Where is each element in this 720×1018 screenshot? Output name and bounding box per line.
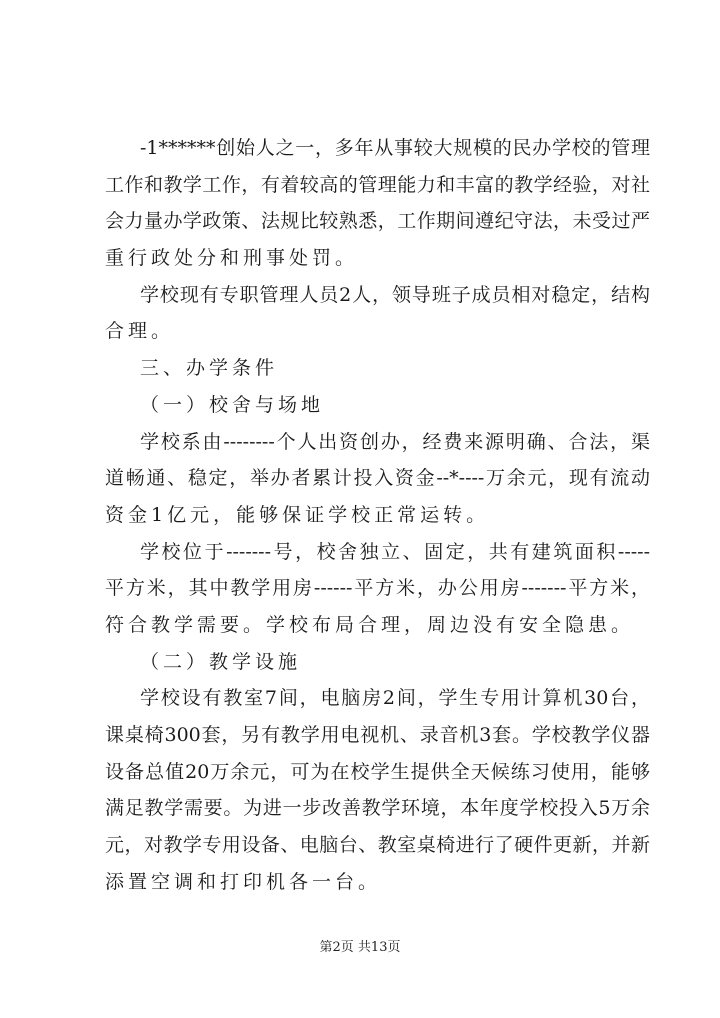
section-heading: 三、办学条件 xyxy=(140,357,279,380)
text-line: 平方米，其中教学用房------平方米，办公用房-------平方米， xyxy=(105,577,650,600)
text-line: 课桌椅300套，另有教学用电视机、录音机3套。学校教学仪器 xyxy=(105,724,650,746)
text-line: 合理。 xyxy=(105,320,175,343)
text-line: 学校设有教室7间，电脑房2间，学生专用计算机30台， xyxy=(140,687,650,710)
text-line: 资金1亿元，能够保证学校正常运转。 xyxy=(105,503,490,526)
page-number-footer: 第2页 共13页 xyxy=(319,940,401,955)
text-line: 学校位于-------号，校舍独立、固定，共有建筑面积----- xyxy=(140,540,650,563)
text-line: 添置空调和打印机各一台。 xyxy=(105,870,382,893)
text-line: 元，对教学专用设备、电脑台、教室桌椅进行了硬件更新，并新 xyxy=(105,834,650,857)
text-line: -1******创始人之一，多年从事较大规模的民办学校的管理 xyxy=(140,137,650,159)
text-line: 学校现有专职管理人员2人，领导班子成员相对稳定，结构 xyxy=(140,283,650,306)
text-line: 设备总值20万余元，可为在校学生提供全天候练习使用，能够 xyxy=(105,760,650,783)
text-line: 满足教学需要。为进一步改善教学环境，本年度学校投入5万余 xyxy=(105,797,650,820)
text-line: 工作和教学工作，有着较高的管理能力和丰富的教学经验，对社 xyxy=(105,173,650,196)
subsection-heading: （二）教学设施 xyxy=(140,650,302,673)
text-line: 会力量办学政策、法规比较熟悉，工作期间遵纪守法，未受过严 xyxy=(105,210,650,233)
text-line: 学校系由--------个人出资创办，经费来源明确、合法，渠 xyxy=(140,430,650,453)
text-line: 重行政处分和刑事处罚。 xyxy=(105,247,359,270)
text-line: 符合教学需要。学校布局合理，周边没有安全隐患。 xyxy=(105,613,635,636)
document-body xyxy=(105,130,650,900)
subsection-heading: （一）校舍与场地 xyxy=(140,393,325,416)
text-line: 道畅通、稳定，举办者累计投入资金--*----万余元，现有流动 xyxy=(105,467,650,490)
